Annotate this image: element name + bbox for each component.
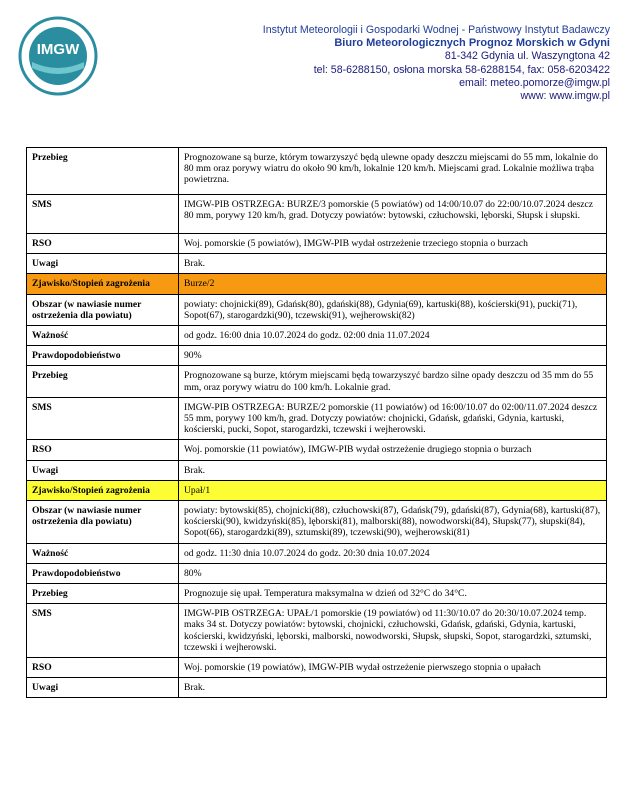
row-value: Brak. xyxy=(179,460,607,480)
row-label: Uwagi xyxy=(27,254,179,274)
row-label: Zjawisko/Stopień zagrożenia xyxy=(27,480,179,500)
row-value: Woj. pomorskie (19 powiatów), IMGW-PIB wydał ostrzeżenie pierwszego stopnia o upałach xyxy=(179,658,607,678)
email: email: meteo.pomorze@imgw.pl xyxy=(459,76,610,89)
institute-name: Instytut Meteorologii i Gospodarki Wodnej - Państwowy Instytut Badawczy xyxy=(262,24,610,36)
table-row xyxy=(27,658,607,678)
row-value: Upał/1 xyxy=(179,480,607,500)
row-label: Prawdopodobieństwo xyxy=(27,563,179,583)
row-label: RSO xyxy=(27,658,179,678)
row-label: SMS xyxy=(27,604,179,658)
table-row xyxy=(27,195,607,234)
address: 81-342 Gdynia ul. Waszyngtona 42 xyxy=(444,50,610,63)
table-row xyxy=(27,366,607,397)
row-value: od godz. 11:30 dnia 10.07.2024 do godz. 20:30 dnia 10.07.2024 xyxy=(179,543,607,563)
row-label: Obszar (w nawiasie numer ostrzeżenia dla powiatu) xyxy=(27,294,179,325)
table-row xyxy=(27,234,607,254)
table-row xyxy=(27,563,607,583)
row-value: 90% xyxy=(179,346,607,366)
row-label: SMS xyxy=(27,195,179,234)
row-label: Ważność xyxy=(27,326,179,346)
table-row xyxy=(27,148,607,195)
row-label: Uwagi xyxy=(27,678,179,698)
imgw-logo xyxy=(18,16,98,96)
row-value: powiaty: bytowski(85), chojnicki(88), człuchowski(87), Gdańsk(79), gdański(87), Gdynia(68), kartuski(87), kościerski(90), kwidzyński(85), lęborski(81), malborski(88), nowodworski(84), Słupsk(77), słupski(84), Sopot(66), starogardzki(89), sztumski(89), tczewski(90), wejherowski(81) xyxy=(179,501,607,544)
row-value: powiaty: chojnicki(89), Gdańsk(80), gdański(88), Gdynia(69), kartuski(88), kościerski(91), pucki(71), Sopot(67), starogardzki(90), tczewski(91), wejherowski(82) xyxy=(179,294,607,325)
table-row xyxy=(27,678,607,698)
row-label: Przebieg xyxy=(27,148,179,195)
row-label: Ważność xyxy=(27,543,179,563)
row-value: Brak. xyxy=(179,254,607,274)
table-row xyxy=(27,440,607,460)
row-label: SMS xyxy=(27,397,179,440)
row-value: Burze/2 xyxy=(179,274,607,294)
row-label: Prawdopodobieństwo xyxy=(27,346,179,366)
phone-fax: tel: 58-6288150, osłona morska 58-6288154, fax: 058-6203422 xyxy=(313,63,610,76)
row-value: IMGW-PIB OSTRZEGA: UPAŁ/1 pomorskie (19 powiatów) od 11:30/10.07 do 20:30/10.07.2024 temp. maks 34 st. Dotyczy powiatów: bytowski, chojnicki, człuchowski, Gdańsk, gdański, Gdynia, kartuski, kościerski, kwidzyński, lęborski, malborski, nowodworski, Słupsk, słupski, Sopot, starogardzki, sztumski, tczewski i wejherowski. xyxy=(179,604,607,658)
table-row xyxy=(27,604,607,658)
table-row xyxy=(27,346,607,366)
row-value: Brak. xyxy=(179,678,607,698)
office-name: Biuro Meteorologicznych Prognoz Morskich w Gdyni xyxy=(334,37,610,50)
row-value: od godz. 16:00 dnia 10.07.2024 do godz. 02:00 dnia 11.07.2024 xyxy=(179,326,607,346)
row-label: Przebieg xyxy=(27,584,179,604)
table-row xyxy=(27,397,607,440)
table-row xyxy=(27,294,607,325)
table-row-hazard xyxy=(27,480,607,500)
row-value: Woj. pomorskie (5 powiatów), IMGW-PIB wydał ostrzeżenie trzeciego stopnia o burzach xyxy=(179,234,607,254)
institution-info xyxy=(263,24,610,103)
table-row-hazard xyxy=(27,274,607,294)
row-value: IMGW-PIB OSTRZEGA: BURZE/2 pomorskie (11 powiatów) od 16:00/10.07 do 02:00/11.07.2024 deszcz 55 mm, porywy 100 km/h, grad. Dotyczy powiatów: chojnicki, Gdańsk, gdański, Gdynia, kartuski, kościerski, pucki, Sopot, starogardzki, tczewski i wejherowski. xyxy=(179,397,607,440)
row-value: Woj. pomorskie (11 powiatów), IMGW-PIB wydał ostrzeżenie drugiego stopnia o burzach xyxy=(179,440,607,460)
table-row xyxy=(27,326,607,346)
row-value: Prognozowane są burze, którym towarzyszyć będą ulewne opady deszczu miejscami do 55 mm, lokalnie do 80 mm oraz porywy wiatru do około 90 km/h, lokalnie 120 km/h. Miejscami grad. Lokalnie możliwa trąba powietrzna. xyxy=(179,148,607,195)
warning-table xyxy=(26,147,607,698)
letterhead xyxy=(0,0,632,140)
table-row xyxy=(27,460,607,480)
row-value: Prognozuje się upał. Temperatura maksymalna w dzień od 32°C do 34°C. xyxy=(179,584,607,604)
row-value: 80% xyxy=(179,563,607,583)
row-label: RSO xyxy=(27,440,179,460)
logo-text: IMGW xyxy=(36,41,80,58)
row-label: Zjawisko/Stopień zagrożenia xyxy=(27,274,179,294)
row-label: Przebieg xyxy=(27,366,179,397)
table-row xyxy=(27,584,607,604)
table-row xyxy=(27,543,607,563)
row-label: Obszar (w nawiasie numer ostrzeżenia dla powiatu) xyxy=(27,501,179,544)
website: www: www.imgw.pl xyxy=(520,90,610,103)
table-row xyxy=(27,501,607,544)
row-label: Uwagi xyxy=(27,460,179,480)
table-row xyxy=(27,254,607,274)
row-value: IMGW-PIB OSTRZEGA: BURZE/3 pomorskie (5 powiatów) od 14:00/10.07 do 22:00/10.07.2024 deszcz 80 mm, porywy 120 km/h, grad. Dotyczy powiatów: bytowski, człuchowski, lęborski, Słupsk i słupski. xyxy=(179,195,607,234)
row-label: RSO xyxy=(27,234,179,254)
row-value: Prognozowane są burze, którym miejscami będą towarzyszyć bardzo silne opady deszczu od 35 mm do 55 mm, oraz porywy wiatru do 100 km/h. Lokalnie grad. xyxy=(179,366,607,397)
